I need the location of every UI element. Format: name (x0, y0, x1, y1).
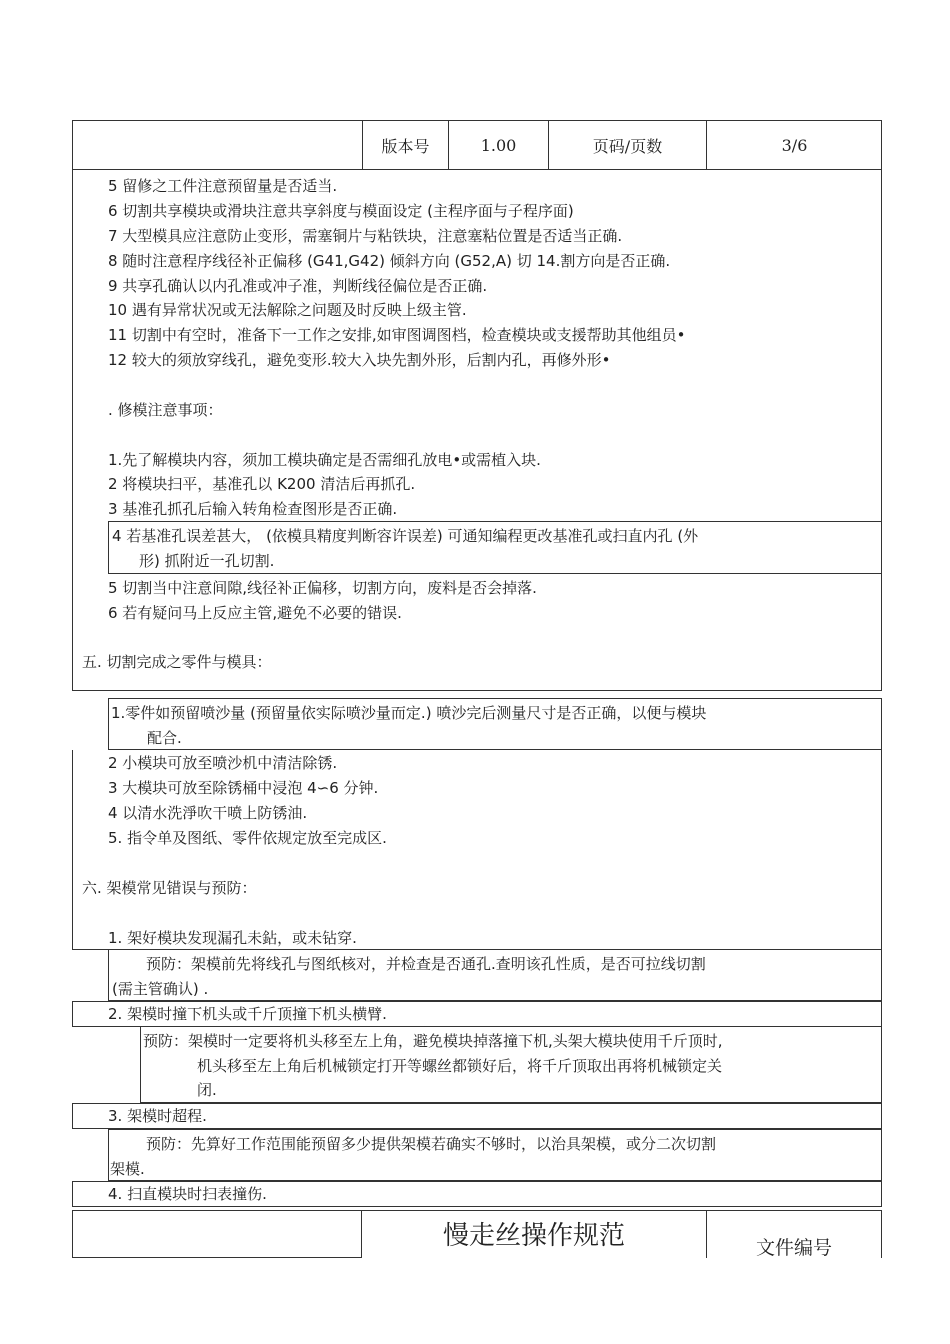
version-label-cell (362, 120, 448, 170)
prevention-text: 预防：架模前先将线孔与图纸核对，并检查是否通孔.查明该孔性质，是否可拉线切割 (146, 955, 706, 973)
prevention-text: 预防：架模时一定要将机头移至左上角，避免模块掉落撞下机,头架大模块使用千斤顶时, (143, 1032, 723, 1050)
error-item: 3. 架模时超程. (108, 1107, 207, 1125)
prevention-text: 预防：先算好工作范围能预留多少提供架模若确实不够时，以治具架模，或分二次切割 (146, 1135, 717, 1153)
prevention-text: 架模. (110, 1160, 145, 1178)
list-item: 4 以清水洗淨吹干喷上防锈油. (108, 804, 308, 822)
footer-top-line (72, 1210, 882, 1211)
list-item: 5 切割当中注意间隙,线径补正偏移，切割方向，废料是否会掉落. (108, 579, 537, 597)
footer-bottom-line (72, 1257, 362, 1258)
section-title-5: 五. 切割完成之零件与模具： (82, 653, 272, 671)
list-item: 7 大型模具应注意防止变形，需塞铜片与粘铁块，注意塞粘位置是否适当正确. (108, 227, 623, 245)
footer-left-border (72, 1210, 73, 1258)
list-item-continued: 形) 抓附近一孔切割. (139, 552, 275, 570)
list-item: 12 较大的须放穿线孔，避免变形.较大入块先割外形，后割内孔，再修外形• (108, 351, 611, 369)
error-item: 4. 扫直模块时扫表撞伤. (108, 1185, 267, 1203)
page-label: 页码/页数 (592, 136, 663, 156)
right-border (881, 750, 882, 950)
list-item: 10 遇有异常状况或无法解除之问题及时反映上级主管. (108, 301, 467, 319)
page-label-cell (548, 120, 706, 170)
error-item: 2. 架模时撞下机头或千斤顶撞下机头横臂. (108, 1005, 387, 1023)
right-border (881, 170, 882, 690)
version-value: 1.00 (480, 135, 517, 155)
prevention-text: 机头移至左上角后机械锁定打开等螺丝都锁好后，将千斤顶取出再将机械锁定关 (197, 1057, 723, 1075)
document-title: 慢走丝操作规范 (442, 1221, 625, 1251)
list-item: 6 切割共享模块或滑块注意共享斜度与模面设定 (主程序面与子程序面) (108, 202, 574, 220)
list-item: 1.零件如预留喷沙量 (预留量依实际喷沙量而定.) 喷沙完后测量尺寸是否正确，以便与模块 (111, 704, 707, 722)
version-value-cell (448, 120, 548, 170)
list-item: 2 小模块可放至喷沙机中清洁除锈. (108, 754, 338, 772)
section-title-6: 六. 架模常见错误与预防： (82, 879, 257, 897)
list-item: 3 大模块可放至除锈桶中浸泡 4∽6 分钟. (108, 779, 379, 797)
list-item: 1.先了解模块内容，须加工模块确定是否需细孔放电•或需植入块. (108, 451, 541, 469)
list-item: 6 若有疑问马上反应主管,避免不必要的错误. (108, 604, 402, 622)
prevention-text: 闭. (197, 1081, 217, 1099)
left-border (72, 170, 73, 690)
page-value-cell (706, 120, 882, 170)
section-title-repair: . 修模注意事项： (108, 401, 223, 419)
list-item: 2 将模块扫平，基准孔以 K200 清洁后再抓孔. (108, 475, 416, 493)
prevention-text: (需主管确认) . (112, 980, 209, 998)
list-item-continued: 配合. (147, 729, 182, 747)
left-border (72, 750, 73, 950)
version-label: 版本号 (381, 136, 430, 156)
list-item: 4 若基准孔误差甚大， (依模具精度判断容许误差) 可通知编程更改基准孔或扫直内孔 (外 (112, 527, 699, 545)
list-item: 5 留修之工件注意预留量是否适当. (108, 177, 338, 195)
section-divider (72, 690, 882, 691)
list-item: 5. 指令单及图纸、零件依规定放至完成区. (108, 829, 387, 847)
doc-number-label: 文件编号 (755, 1237, 832, 1259)
list-item: 9 共享孔确认以内孔准或冲子准，判断线径偏位是否正确. (108, 277, 488, 295)
list-item: 8 随时注意程序线径补正偏移 (G41,G42) 倾斜方向 (G52,A) 切 14.割方向是否正确. (108, 252, 671, 270)
page-value: 3/6 (781, 135, 808, 155)
list-item: 3 基准孔抓孔后输入转角检查图形是否正确. (108, 500, 398, 518)
error-item: 1. 架好模块发现漏孔未鉆，或未钻穿. (108, 929, 357, 947)
list-item: 11 切割中有空时，准备下一工作之安排,如审图调图档，检查模块或支援帮助其他组员• (108, 326, 686, 344)
